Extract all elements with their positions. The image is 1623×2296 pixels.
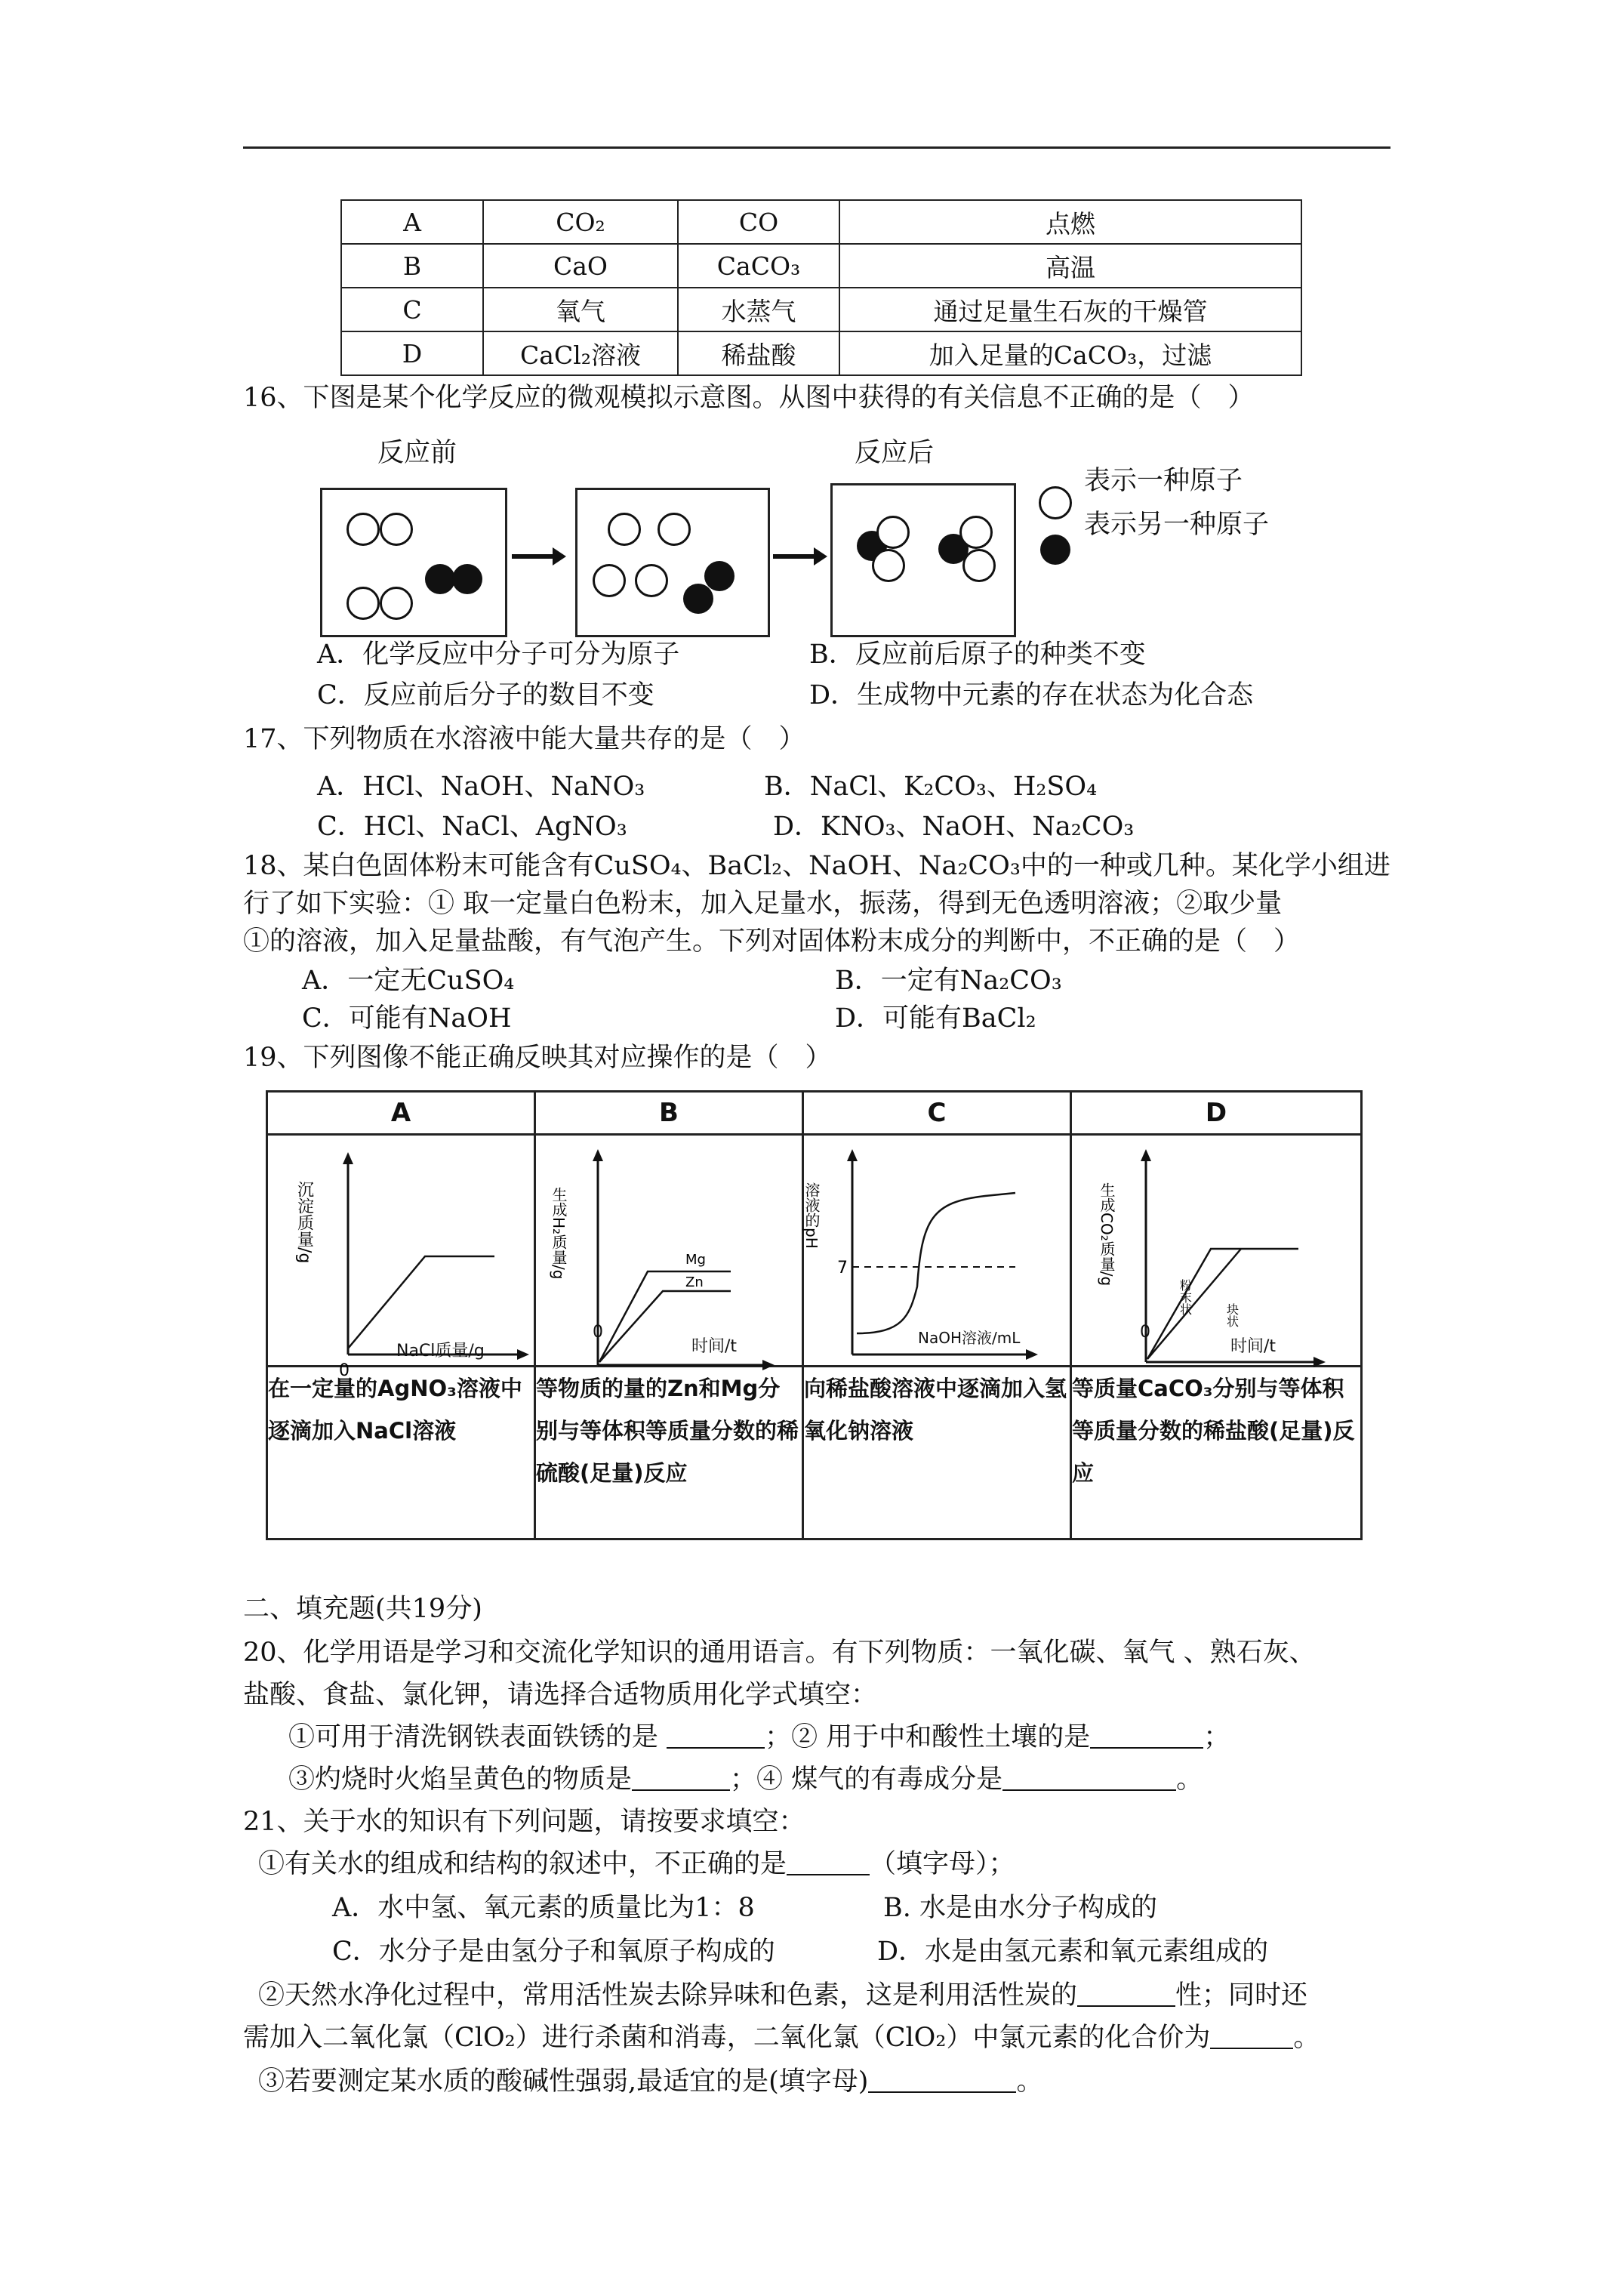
graph-b-svg — [536, 1136, 802, 1362]
graph-d-origin: 0 — [1140, 1323, 1150, 1342]
table-cell: A — [341, 200, 483, 244]
q21-option-b: B. 水是由水分子构成的 — [883, 1893, 1157, 1923]
header-rule — [243, 146, 1390, 149]
q17-stem: 17、下列物质在水溶液中能大量共存的是（ ） — [243, 724, 805, 754]
graph-a-ylabel: 沉淀质量/g — [294, 1181, 314, 1264]
q18-option-a: A．一定无CuSO₄ — [302, 966, 515, 996]
q21-p2d: 。 — [1293, 2023, 1320, 2053]
middle-box — [575, 488, 770, 637]
table-cell: CO₂ — [483, 200, 678, 244]
answer-blank[interactable] — [1077, 1983, 1175, 2007]
graph-a-origin: 0 — [339, 1361, 350, 1380]
white-atom — [872, 549, 905, 582]
q21-p1-tail: （填字母）； — [870, 1849, 1015, 1879]
q18-option-b: B．一定有Na₂CO₃ — [835, 966, 1062, 996]
legend-white-text: 表示一种原子 — [1084, 466, 1243, 496]
white-atom — [962, 549, 996, 582]
table-cell: 氧气 — [483, 288, 678, 331]
graph-caption-c: 向稀盐酸溶液中逐滴加入氢氧化钠溶液 — [803, 1367, 1071, 1539]
white-atom — [608, 513, 641, 546]
table-cell: CO — [678, 200, 839, 244]
q16-option-c: C．反应前后分子的数目不变 — [317, 680, 654, 710]
legend-white-atom-icon — [1039, 486, 1072, 519]
before-box — [320, 488, 507, 637]
table-row — [267, 1092, 1362, 1135]
q18-option-d: D．可能有BaCl₂ — [835, 1003, 1036, 1034]
q21-p1-text: ①有关水的组成和结构的叙述中，不正确的是 — [258, 1849, 787, 1879]
q21-p2a: ②天然水净化过程中，常用活性炭去除异味和色素，这是利用活性炭的 — [258, 1980, 1078, 2011]
q17-option-b: B．NaCl、K₂CO₃、H₂SO₄ — [764, 772, 1098, 802]
q21-p3 — [258, 2066, 1043, 2097]
q20-line1: 20、化学用语是学习和交流化学知识的通用语言。有下列物质：一氧化碳、氧气 、熟石灰、 — [243, 1638, 1316, 1668]
graph-c-tick-7: 7 — [837, 1259, 848, 1277]
q21-option-a: A．水中氢、氧元素的质量比为1：8 — [332, 1893, 755, 1923]
table-cell: D — [341, 331, 483, 375]
q21-option-d: D．水是由氢元素和氧元素组成的 — [877, 1937, 1269, 1967]
table-cell: 点燃 — [839, 200, 1301, 244]
graph-b-zn-label: Zn — [685, 1274, 704, 1290]
graph-header: C — [803, 1092, 1071, 1135]
q19-stem: 19、下列图像不能正确反映其对应操作的是（ ） — [243, 1043, 832, 1073]
white-atom — [593, 564, 626, 597]
graph-b-origin: 0 — [593, 1323, 603, 1342]
q20-semicolon: ； — [1203, 1722, 1230, 1752]
q21-option-c: C．水分子是由氢分子和氧原子构成的 — [332, 1937, 775, 1967]
answer-blank[interactable] — [868, 2069, 1016, 2093]
graph-a — [267, 1135, 535, 1380]
graph-b — [535, 1135, 803, 1367]
arrow-icon — [512, 554, 554, 559]
q20-item1: ①可用于清洗钢铁表面铁锈的是 — [288, 1722, 659, 1752]
graph-b-xlabel: 时间/t — [691, 1337, 738, 1356]
graph-d-xlabel: 时间/t — [1230, 1337, 1277, 1356]
answer-blank[interactable] — [632, 1767, 730, 1791]
graph-caption-a: 在一定量的AgNO₃溶液中逐滴加入NaCl溶液 — [267, 1367, 535, 1539]
q16-option-d: D．生成物中元素的存在状态为化合态 — [809, 680, 1254, 710]
q16-stem: 16、下图是某个化学反应的微观模拟示意图。从图中获得的有关信息不正确的是（ ） — [243, 383, 1255, 413]
q20-row1 — [288, 1724, 1230, 1751]
white-atom — [346, 513, 380, 546]
white-atom — [380, 587, 413, 620]
white-atom — [346, 587, 380, 620]
q18-line1: 18、某白色固体粉末可能含有CuSO₄、BaCl₂、NaOH、Na₂CO₃中的一种或几种。某化学小组进 — [243, 851, 1390, 881]
before-label: 反应前 — [377, 438, 457, 468]
q21-p2b: 性；同时还 — [1175, 1980, 1308, 2011]
black-atom — [425, 564, 455, 594]
graph-d-lump-label: 块状 — [1224, 1303, 1240, 1327]
options-table — [340, 199, 1302, 376]
table-row — [341, 288, 1301, 331]
legend-black-atom-icon — [1040, 535, 1070, 565]
q16-option-a: A．化学反应中分子可分为原子 — [317, 639, 680, 670]
graph-d-powder-label: 粉末状 — [1178, 1279, 1193, 1315]
table-row — [341, 331, 1301, 375]
q20-row2 — [288, 1764, 1203, 1795]
table-cell: 稀盐酸 — [678, 331, 839, 375]
graph-d-ylabel: 生成CO₂质量/g — [1098, 1182, 1116, 1287]
q21-p2c: 需加入二氧化氯（ClO₂）进行杀菌和消毒，二氧化氯（ClO₂）中氯元素的化合价为 — [243, 2023, 1211, 2053]
q21-p2-line1 — [258, 1980, 1308, 2011]
white-atom — [380, 513, 413, 546]
q20-item3: ③灼烧时火焰呈黄色的物质是 — [288, 1764, 633, 1795]
table-row — [341, 244, 1301, 288]
answer-blank[interactable] — [667, 1724, 765, 1749]
answer-blank[interactable] — [1002, 1767, 1176, 1791]
table-cell: B — [341, 244, 483, 288]
black-atom — [704, 561, 735, 591]
graph-c-xlabel: NaOH溶液/mL — [918, 1329, 1021, 1347]
q18-option-c: C．可能有NaOH — [302, 1003, 512, 1034]
white-atom — [635, 564, 668, 597]
table-cell: CaCO₃ — [678, 244, 839, 288]
table-cell: 通过足量生石灰的干燥管 — [839, 288, 1301, 331]
q20-item2: ；② 用于中和酸性土壤的是 — [765, 1722, 1091, 1752]
arrow-icon — [773, 554, 815, 559]
q17-option-a: A．HCl、NaOH、NaNO₃ — [317, 772, 645, 802]
graph-header: B — [535, 1092, 803, 1135]
graph-d — [1071, 1135, 1362, 1367]
q21-p3-tail: 。 — [1016, 2066, 1043, 2097]
graph-a-xlabel: NaCl质量/g — [396, 1342, 485, 1361]
q21-p3-text: ③若要测定某水质的酸碱性强弱,最适宜的是(填字母) — [258, 2066, 869, 2097]
graph-a-svg — [268, 1136, 534, 1380]
q17-option-d: D．KNO₃、NaOH、Na₂CO₃ — [773, 812, 1135, 842]
graph-caption-b: 等物质的量的Zn和Mg分别与等体积等质量分数的稀硫酸(足量)反应 — [535, 1367, 803, 1539]
q18-line2: 行了如下实验：① 取一定量白色粉末，加入足量水，振荡，得到无色透明溶液；②取少量 — [243, 889, 1283, 919]
table-cell: 加入足量的CaCO₃，过滤 — [839, 331, 1301, 375]
after-label: 反应后 — [855, 438, 935, 468]
after-box — [830, 483, 1016, 637]
answer-blank[interactable] — [787, 1851, 870, 1875]
q20-period: 。 — [1176, 1764, 1203, 1795]
table-cell: 水蒸气 — [678, 288, 839, 331]
answer-blank[interactable] — [1090, 1724, 1203, 1749]
graph-caption-d: 等质量CaCO₃分别与等体积等质量分数的稀盐酸(足量)反应 — [1071, 1367, 1362, 1539]
q21-stem: 21、关于水的知识有下列问题，请按要求填空： — [243, 1807, 805, 1837]
q21-p2-line2 — [243, 2025, 1320, 2051]
section-title: 二、填充题(共19分) — [243, 1594, 482, 1624]
graph-d-svg — [1072, 1136, 1360, 1362]
q18-line3: ①的溶液，加入足量盐酸，有气泡产生。下列对固体粉末成分的判断中，不正确的是（ ） — [243, 926, 1301, 957]
white-atom — [959, 516, 993, 549]
table-cell: 高温 — [839, 244, 1301, 288]
black-atom — [452, 564, 482, 594]
q17-option-c: C．HCl、NaCl、AgNO₃ — [317, 812, 627, 842]
graph-header: D — [1071, 1092, 1362, 1135]
table-cell: C — [341, 288, 483, 331]
graph-c-ylabel: 溶液的pH — [802, 1182, 821, 1249]
table-cell: CaCl₂溶液 — [483, 331, 678, 375]
table-row — [267, 1367, 1362, 1539]
q20-item4: ；④ 煤气的有毒成分是 — [730, 1764, 1003, 1795]
white-atom — [876, 516, 910, 549]
graph-header: A — [267, 1092, 535, 1135]
black-atom — [683, 584, 713, 614]
legend-black-text: 表示另一种原子 — [1084, 510, 1270, 540]
white-atom — [658, 513, 691, 546]
q16-option-b: B．反应前后原子的种类不变 — [809, 639, 1146, 670]
table-row — [341, 200, 1301, 244]
graph-b-mg-label: Mg — [685, 1252, 706, 1268]
graph-b-ylabel: 生成H₂质量/g — [550, 1187, 568, 1280]
q19-graph-table — [266, 1090, 1363, 1540]
table-row — [267, 1135, 1362, 1367]
answer-blank[interactable] — [1210, 2025, 1293, 2049]
table-cell: CaO — [483, 244, 678, 288]
q20-line2: 盐酸、食盐、氯化钾，请选择合适物质用化学式填空： — [243, 1680, 878, 1710]
q21-p1 — [258, 1851, 1015, 1878]
